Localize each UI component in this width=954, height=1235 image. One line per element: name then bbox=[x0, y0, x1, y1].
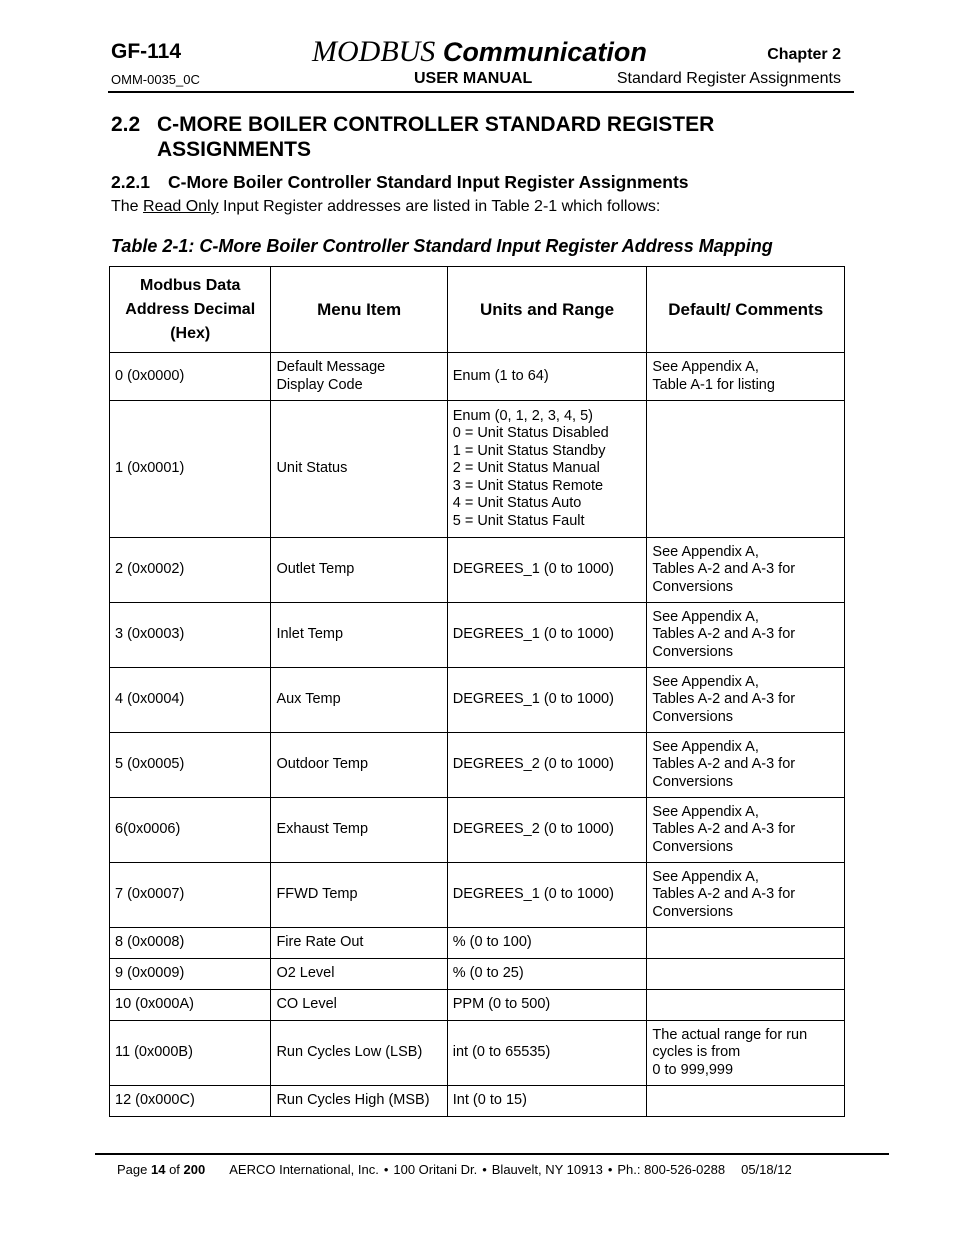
table-row bbox=[110, 798, 845, 863]
section-heading bbox=[111, 112, 714, 162]
subsection-title: C-More Boiler Controller Standard Input Register Assignments bbox=[168, 172, 689, 192]
cell-units: DEGREES_2 (0 to 1000) bbox=[447, 798, 647, 863]
footer-phone: Ph.: 800-526-0288 bbox=[617, 1162, 726, 1177]
footer-date: 05/18/12 bbox=[741, 1162, 792, 1177]
cell-item: CO Level bbox=[271, 990, 447, 1021]
footer-bullet: • bbox=[383, 1162, 389, 1177]
intro-before: The bbox=[111, 198, 144, 215]
section-number: 2.2 bbox=[111, 113, 141, 136]
cell-address: 1 (0x0001) bbox=[110, 401, 271, 538]
page-title bbox=[312, 35, 647, 69]
doc-id: GF-114 bbox=[111, 40, 182, 63]
cell-address: 7 (0x0007) bbox=[110, 863, 271, 928]
section-title-line1: C-MORE BOILER CONTROLLER STANDARD REGISTER bbox=[157, 113, 715, 136]
cell-units: Enum (1 to 64) bbox=[447, 353, 647, 401]
footer-divider bbox=[95, 1153, 889, 1155]
table-row bbox=[110, 990, 845, 1021]
cell-address: 10 (0x000A) bbox=[110, 990, 271, 1021]
cell-comments bbox=[647, 990, 845, 1021]
intro-after: Input Register addresses are listed in Table 2-1 which follows: bbox=[218, 198, 661, 215]
cell-units: Enum (0, 1, 2, 3, 4, 5) 0 = Unit Status Disabled 1 = Unit Status Standby 2 = Unit Status Manual 3 = Unit Status Remote 4 = Unit Status Auto 5 = Unit Status Fault bbox=[447, 401, 647, 538]
header-comments: Default/ Comments bbox=[647, 267, 845, 353]
cell-comments bbox=[647, 401, 845, 538]
intro-underlined: Read Only bbox=[143, 198, 219, 215]
cell-comments: See Appendix A, Tables A-2 and A-3 for Conversions bbox=[647, 603, 845, 668]
cell-item: Exhaust Temp bbox=[271, 798, 447, 863]
table-row bbox=[110, 1086, 845, 1117]
cell-address: 11 (0x000B) bbox=[110, 1021, 271, 1086]
footer-bullet: • bbox=[482, 1162, 487, 1177]
cell-comments bbox=[647, 928, 845, 959]
cell-address: 2 (0x0002) bbox=[110, 538, 271, 603]
table-header-row bbox=[110, 267, 845, 353]
subsection-heading bbox=[111, 172, 689, 193]
cell-address: 6(0x0006) bbox=[110, 798, 271, 863]
cell-address: 3 (0x0003) bbox=[110, 603, 271, 668]
cell-item: O2 Level bbox=[271, 959, 447, 990]
cell-units: % (0 to 25) bbox=[447, 959, 647, 990]
cell-item: Outdoor Temp bbox=[271, 733, 447, 798]
cell-units: DEGREES_1 (0 to 1000) bbox=[447, 538, 647, 603]
cell-units: int (0 to 65535) bbox=[447, 1021, 647, 1086]
cell-units: DEGREES_2 (0 to 1000) bbox=[447, 733, 647, 798]
table-row bbox=[110, 603, 845, 668]
title-modbus: MODBUS bbox=[312, 35, 436, 68]
footer-address1: 100 Oritani Dr. bbox=[393, 1162, 478, 1177]
footer-page-number: 14 bbox=[150, 1162, 166, 1177]
cell-comments bbox=[647, 1086, 845, 1117]
section-label: Standard Register Assignments bbox=[616, 70, 841, 87]
cell-item: Unit Status bbox=[271, 401, 447, 538]
cell-comments: See Appendix A, Tables A-2 and A-3 for Conversions bbox=[647, 798, 845, 863]
table-row bbox=[110, 401, 845, 538]
cell-units: DEGREES_1 (0 to 1000) bbox=[447, 603, 647, 668]
table-row bbox=[110, 863, 845, 928]
cell-item: FFWD Temp bbox=[271, 863, 447, 928]
cell-units: Int (0 to 15) bbox=[447, 1086, 647, 1117]
cell-comments: See Appendix A, Tables A-2 and A-3 for Conversions bbox=[647, 668, 845, 733]
table-row bbox=[110, 538, 845, 603]
cell-units: DEGREES_1 (0 to 1000) bbox=[447, 668, 647, 733]
footer-page-label: Page bbox=[117, 1162, 151, 1177]
cell-item: Inlet Temp bbox=[271, 603, 447, 668]
section-title-line2: ASSIGNMENTS bbox=[157, 138, 312, 161]
cell-item: Default Message Display Code bbox=[271, 353, 447, 401]
cell-address: 0 (0x0000) bbox=[110, 353, 271, 401]
footer-address2: Blauvelt, NY 10913 bbox=[491, 1162, 603, 1177]
cell-address: 8 (0x0008) bbox=[110, 928, 271, 959]
table-row bbox=[110, 928, 845, 959]
table-row bbox=[110, 353, 845, 401]
footer-of: of bbox=[165, 1162, 184, 1177]
table-row bbox=[110, 733, 845, 798]
title-rest: Communication bbox=[435, 37, 647, 67]
footer-bullet: • bbox=[607, 1162, 613, 1177]
intro-paragraph bbox=[111, 198, 660, 216]
header-menu-item: Menu Item bbox=[271, 267, 447, 353]
header-address: Modbus Data Address Decimal (Hex) bbox=[110, 267, 271, 353]
cell-address: 4 (0x0004) bbox=[110, 668, 271, 733]
table-row bbox=[110, 668, 845, 733]
cell-comments: See Appendix A, Tables A-2 and A-3 for Conversions bbox=[647, 538, 845, 603]
cell-address: 9 (0x0009) bbox=[110, 959, 271, 990]
cell-comments: See Appendix A, Table A-1 for listing bbox=[647, 353, 845, 401]
cell-address: 12 (0x000C) bbox=[110, 1086, 271, 1117]
cell-units: PPM (0 to 500) bbox=[447, 990, 647, 1021]
manual-label: USER MANUAL bbox=[414, 70, 533, 87]
cell-comments: The actual range for run cycles is from 0 to 999,999 bbox=[647, 1021, 845, 1086]
table-row bbox=[110, 959, 845, 990]
cell-units: DEGREES_1 (0 to 1000) bbox=[447, 863, 647, 928]
cell-comments: See Appendix A, Tables A-2 and A-3 for Conversions bbox=[647, 863, 845, 928]
cell-item: Outlet Temp bbox=[271, 538, 447, 603]
cell-comments: See Appendix A, Tables A-2 and A-3 for Conversions bbox=[647, 733, 845, 798]
cell-address: 5 (0x0005) bbox=[110, 733, 271, 798]
footer-page-total: 200 bbox=[183, 1162, 206, 1177]
header-units: Units and Range bbox=[447, 267, 647, 353]
cell-comments bbox=[647, 959, 845, 990]
table-caption: Table 2-1: C-More Boiler Controller Standard Input Register Address Mapping bbox=[111, 236, 773, 256]
footer-company: AERCO International, Inc. bbox=[229, 1162, 379, 1177]
omm-number: OMM-0035_0C bbox=[111, 72, 200, 87]
chapter-label: Chapter 2 bbox=[767, 46, 841, 63]
cell-item: Run Cycles Low (LSB) bbox=[271, 1021, 447, 1086]
cell-item: Aux Temp bbox=[271, 668, 447, 733]
register-table bbox=[109, 266, 845, 1117]
page-footer bbox=[117, 1162, 792, 1177]
cell-units: % (0 to 100) bbox=[447, 928, 647, 959]
table-row bbox=[110, 1021, 845, 1086]
header-divider bbox=[108, 91, 854, 93]
subsection-number: 2.2.1 bbox=[111, 172, 150, 192]
cell-item: Run Cycles High (MSB) bbox=[271, 1086, 447, 1117]
cell-item: Fire Rate Out bbox=[271, 928, 447, 959]
